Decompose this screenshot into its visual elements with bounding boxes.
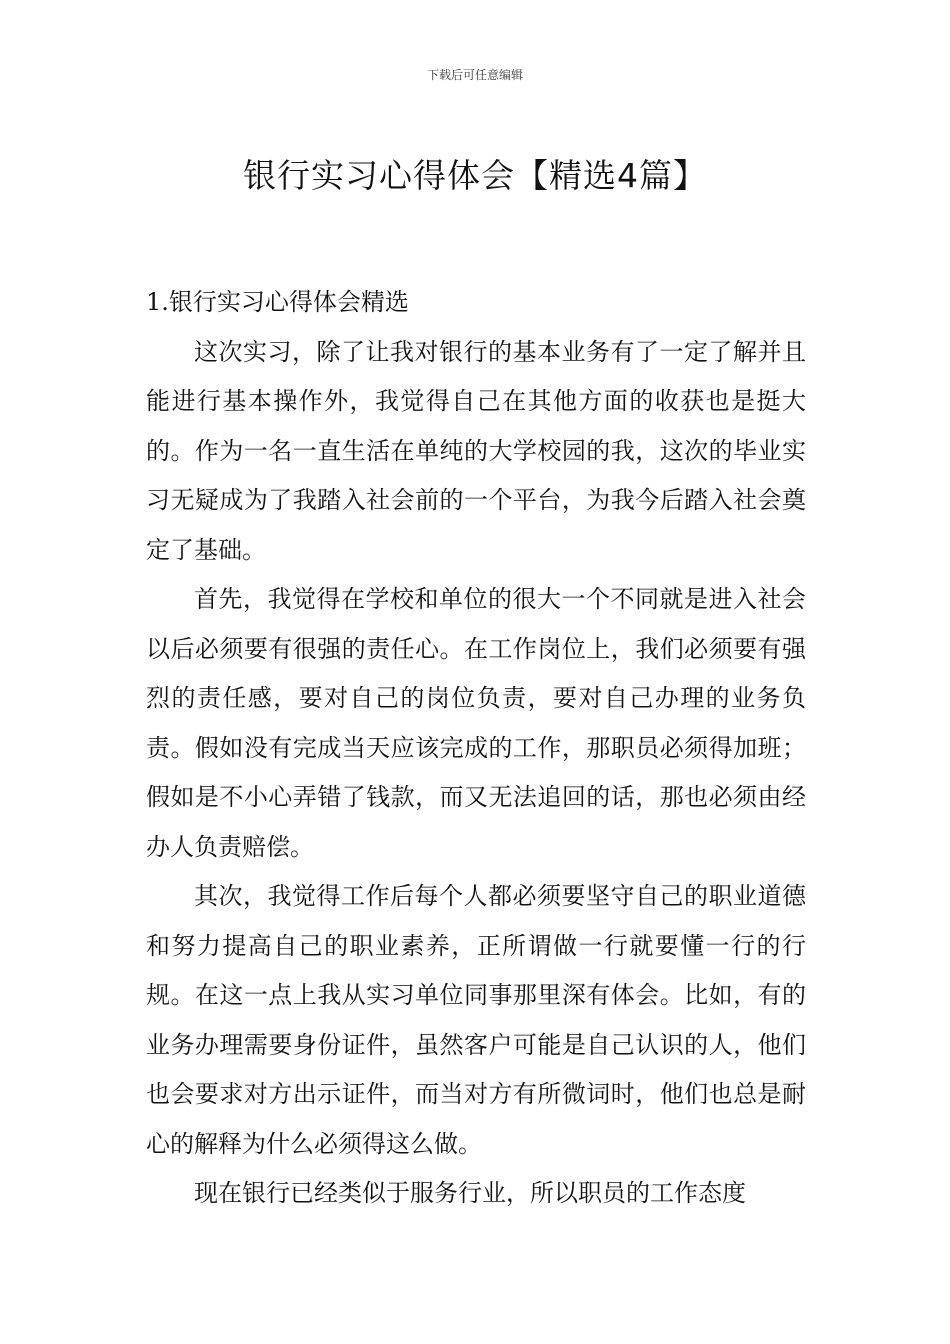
header-note: 下载后可任意编辑: [426, 68, 523, 82]
paragraph: 这次实习，除了让我对银行的基本业务有了一定了解并且能进行基本操作外，我觉得自己在其他方面的收获也是挺大的。作为一名一直生活在单纯的大学校园的我，这次的毕业实习无疑成为了我踏入社会前的一个平台，为我今后踏入社会奠定了基础。: [146, 337, 806, 564]
paragraph: 现在银行已经类似于服务行业，所以职员的工作态度: [194, 1179, 746, 1207]
document-body: [146, 278, 806, 1219]
document-title: 银行实习心得体会【精选4篇】: [243, 156, 707, 196]
section-heading: 1.银行实习心得体会精选: [146, 288, 409, 316]
paragraph: 其次，我觉得工作后每个人都必须要坚守自己的职业道德和努力提高自己的职业素养，正所谓做一行就要懂一行的行规。在这一点上我从实习单位同事那里深有体会。比如，有的业务办理需要身份证件，虽然客户可能是自己认识的人，他们也会要求对方出示证件，而当对方有所微词时，他们也总是耐心的解释为什么必须得这么做。: [146, 882, 806, 1158]
paragraph: 首先，我觉得在学校和单位的很大一个不同就是进入社会以后必须要有很强的责任心。在工作岗位上，我们必须要有强烈的责任感，要对自己的岗位负责，要对自己办理的业务负责。假如没有完成当天应该完成的工作，那职员必须得加班；假如是不小心弄错了钱款，而又无法追回的话，那也必须由经办人负责赔偿。: [146, 585, 806, 861]
